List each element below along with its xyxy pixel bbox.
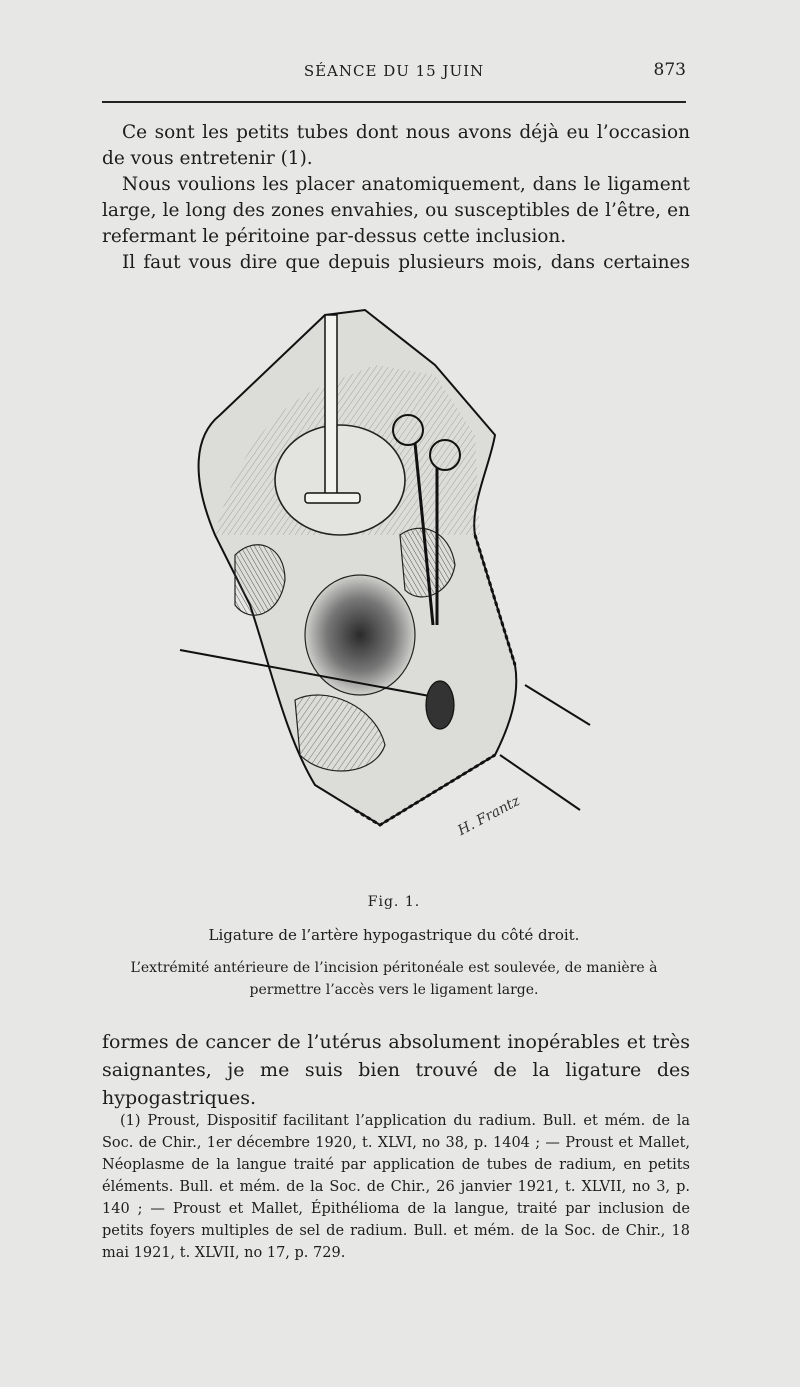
paragraph: formes de cancer de l’utérus absolument inopérables et très saignantes, je me suis bien trouvé de la ligature des hypogastriques. [102, 1031, 690, 1109]
figure-label: Fig. 1. [367, 894, 421, 910]
artist-signature: H. Frantz [455, 793, 523, 839]
footnote-text: (1) Proust, Dispositif facilitant l’application du radium. Bull. et mém. de la Soc. de Chir., 1er décembre 1920, t. XLVI, no 38, p. 1404 ; — Proust et Mallet, Néoplasme de la langue traité par application de tubes de radium, en petits éléments. Bull. et mém. de la Soc. de Chir., 26 janvier 1921, t. XLVII, no 3, p. 140 ; — Proust et Mallet, Épithélioma de la langue, traité par inclusion de petits foyers multiples de sel de radium. Bull. et mém. de la Soc. de Chir., 18 mai 1921, t. XLVII, no 17, p. 729. [102, 1113, 690, 1261]
figure-title: Ligature de l’artère hypogastrique du côté droit. [208, 926, 580, 944]
paragraph: Ce sont les petits tubes dont nous avons déjà eu l’occasion de vous entretenir (1). [102, 122, 690, 169]
header-rule [102, 101, 686, 103]
page-header [102, 60, 686, 88]
body-text-top [102, 120, 690, 276]
page-number: 873 [653, 60, 686, 80]
surgical-illustration [175, 305, 595, 885]
body-text-bottom [102, 1028, 690, 1112]
paragraph: Il faut vous dire que depuis plusieurs mois, dans certaines [122, 252, 690, 273]
figure-description: L’extrémité antérieure de l’incision péritonéale est soulevée, de manière à permettre l’accès vers le ligament large. [130, 960, 658, 998]
paragraph: Nous voulions les placer anatomiquement, dans le ligament large, le long des zones envahies, ou susceptibles de l’être, en refermant le péritoine par-dessus cette inclusion. [102, 174, 690, 247]
running-title: SÉANCE DU 15 JUIN [303, 62, 485, 80]
footnote [102, 1110, 690, 1264]
